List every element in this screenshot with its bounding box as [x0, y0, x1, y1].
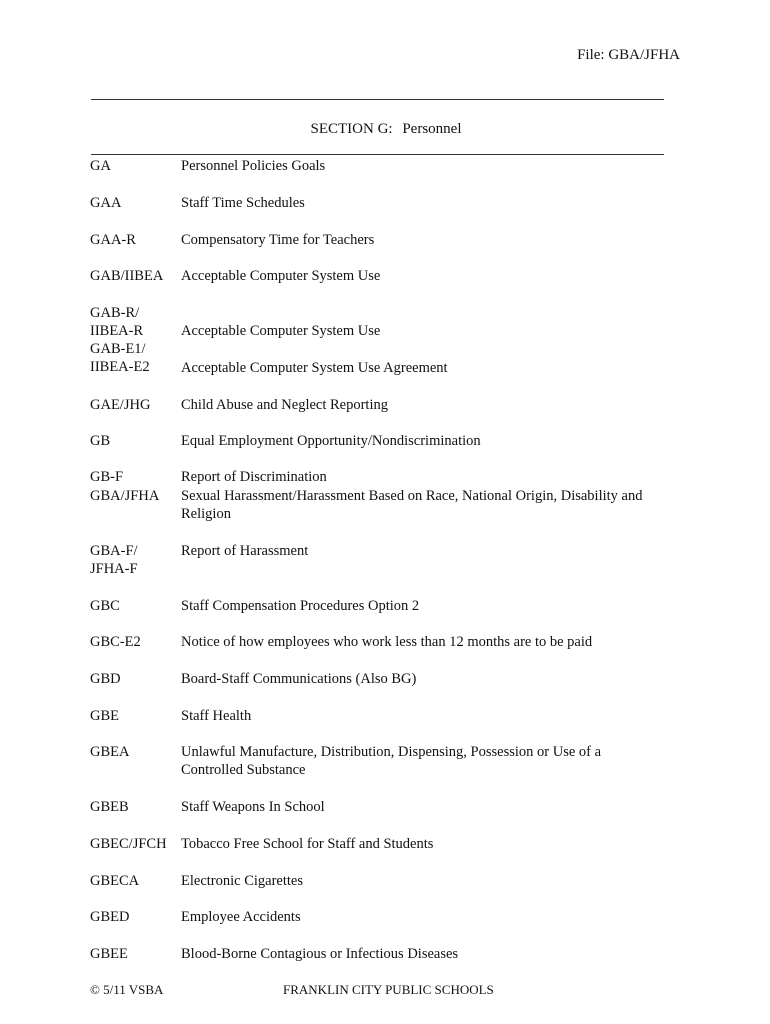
header-rule-top	[91, 99, 664, 100]
policy-title: Staff Time Schedules	[181, 195, 305, 211]
policy-title: Acceptable Computer System Use	[181, 323, 381, 339]
policy-title: Notice of how employees who work less than 12 months are to be paid	[181, 634, 593, 650]
footer-organization: FRANKLIN CITY PUBLIC SCHOOLS	[283, 982, 494, 997]
policy-title	[181, 743, 671, 780]
policy-title: Tobacco Free School for Staff and Students	[181, 836, 434, 852]
policy-code	[90, 542, 180, 579]
policy-code: GBECA	[90, 873, 140, 889]
policy-title: Personnel Policies Goals	[181, 158, 326, 174]
header-rule-bottom	[91, 154, 664, 155]
policy-title: Sexual Harassment/Harassment Based on Race, National Origin, Disability and Religion	[181, 488, 643, 523]
policy-code: GAA	[90, 195, 122, 211]
policy-code: GB-F	[90, 469, 124, 485]
policy-code: GBC-E2	[90, 634, 141, 650]
policy-code: GBEB	[90, 799, 129, 815]
policy-title: Staff Compensation Procedures Option 2	[181, 598, 420, 614]
section-name: Personnel	[402, 121, 462, 137]
policy-code: GBD	[90, 671, 121, 687]
policy-code	[90, 304, 180, 341]
policy-code: GB	[90, 433, 111, 449]
policy-title: Electronic Cigarettes	[181, 873, 303, 889]
footer-copyright: © 5/11 VSBA	[90, 982, 164, 997]
policy-title: Acceptable Computer System Use Agreement	[181, 360, 448, 376]
policy-code-line: GBA-F/	[90, 543, 138, 559]
policy-title: Blood-Borne Contagious or Infectious Diseases	[181, 946, 459, 962]
policy-code: GBEA	[90, 744, 130, 760]
policy-code: GBC	[90, 598, 120, 614]
policy-title: Equal Employment Opportunity/Nondiscrimination	[181, 433, 481, 449]
policy-code: GBEC/JFCH	[90, 836, 167, 852]
policy-code-line: IIBEA-R	[90, 323, 144, 340]
policy-code: GBA/JFHA	[90, 488, 160, 504]
policy-code: GBE	[90, 708, 119, 724]
policy-title: Child Abuse and Neglect Reporting	[181, 397, 388, 413]
policy-title: Acceptable Computer System Use	[181, 268, 381, 284]
section-label: SECTION G:	[310, 121, 393, 137]
policy-code: GAE/JHG	[90, 397, 151, 413]
policy-title: Compensatory Time for Teachers	[181, 232, 375, 248]
section-title	[91, 121, 681, 138]
policy-code: GBEE	[90, 946, 128, 962]
policy-title-line: Controlled Substance	[181, 762, 306, 779]
policy-code-line: IIBEA-E2	[90, 359, 150, 376]
policy-title-line: Unlawful Manufacture, Distribution, Dispensing, Possession or Use of a	[181, 744, 602, 760]
policy-code-line: GAB-E1/	[90, 341, 146, 357]
policy-title: Staff Weapons In School	[181, 799, 325, 815]
policy-title: Report of Discrimination	[181, 469, 327, 485]
policy-code	[90, 340, 180, 377]
policy-title: Report of Harassment	[181, 543, 309, 559]
file-reference: File: GBA/JFHA	[577, 47, 680, 63]
policy-code: GBED	[90, 909, 130, 925]
policy-title: Employee Accidents	[181, 909, 301, 925]
policy-code: GAA-R	[90, 232, 136, 248]
policy-code: GA	[90, 158, 111, 174]
policy-title: Staff Health	[181, 708, 252, 724]
policy-code-line: GAB-R/	[90, 305, 140, 321]
policy-code: GAB/IIBEA	[90, 268, 164, 284]
policy-code-line: JFHA-F	[90, 561, 138, 578]
policy-title: Board-Staff Communications (Also BG)	[181, 671, 417, 687]
